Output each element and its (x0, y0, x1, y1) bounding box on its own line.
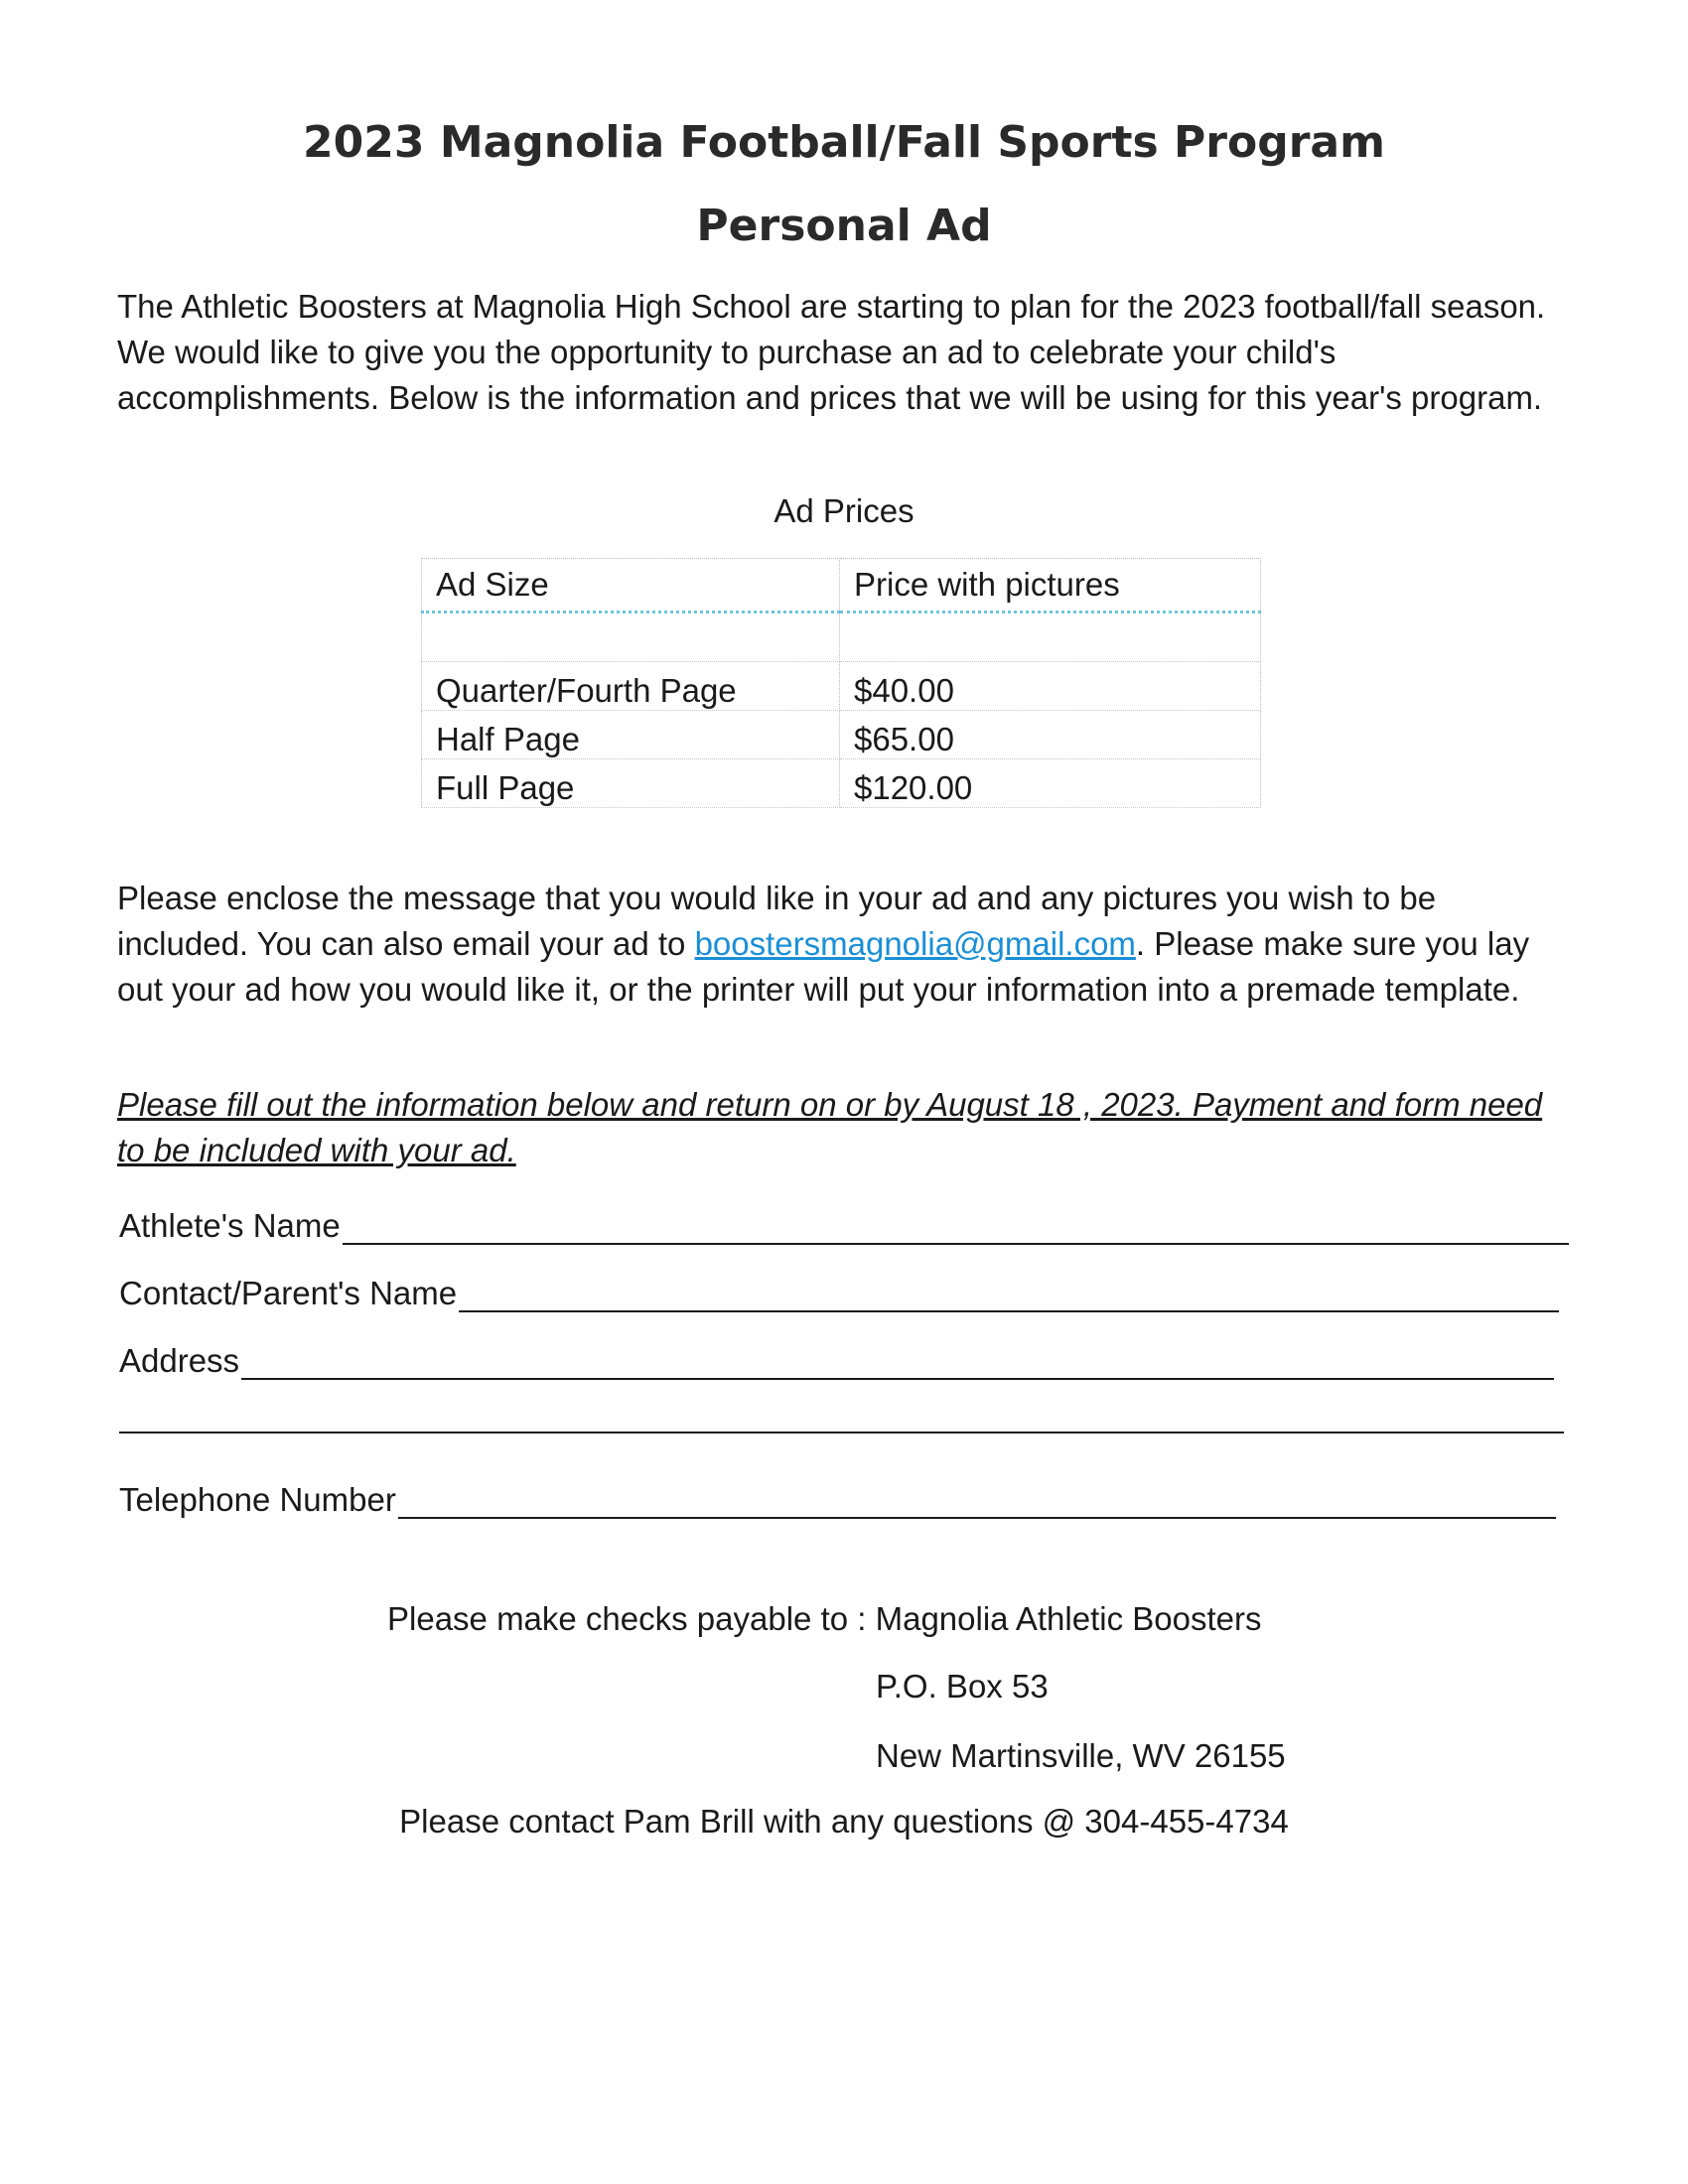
table-row (422, 711, 1261, 759)
price-cell: $40.00 (840, 662, 1261, 711)
table-row-empty (422, 613, 1261, 662)
ad-size-cell: Full Page (422, 759, 840, 808)
enclose-text-before: Please enclose the message that you would like in your ad and any pictures you wish to be included. You can also email your ad to (117, 880, 1437, 962)
page-title: 2023 Magnolia Football/Fall Sports Program (303, 117, 1385, 168)
ad-prices-caption: Ad Prices (774, 492, 914, 529)
athlete-name-line[interactable] (343, 1209, 1569, 1245)
athlete-name-field[interactable] (119, 1199, 1569, 1245)
address-field[interactable] (119, 1334, 1554, 1380)
address-line[interactable] (241, 1344, 1554, 1380)
telephone-label: Telephone Number (119, 1481, 396, 1518)
contact-name-field[interactable] (119, 1267, 1559, 1312)
ad-prices-table (421, 558, 1261, 808)
email-link[interactable]: boostersmagnolia@gmail.com (694, 925, 1136, 962)
price-cell: $65.00 (840, 711, 1261, 759)
table-row (422, 662, 1261, 711)
checks-payable-line: Please make checks payable to : Magnolia Athletic Boosters (387, 1600, 1262, 1637)
ad-size-cell: Quarter/Fourth Page (422, 662, 840, 711)
table-row (422, 759, 1261, 808)
athlete-name-label: Athlete's Name (119, 1207, 341, 1244)
deadline-notice: Please fill out the information below and return on or by August 18 , 2023. Payment and form need to be included with your ad. (117, 1086, 1543, 1168)
enclose-text-after: . Please make sure you lay out your ad how you would like it, or the printer will put your information into a premade template. (117, 925, 1530, 1008)
ad-size-cell: Half Page (422, 711, 840, 759)
contact-name-label: Contact/Parent's Name (119, 1275, 458, 1311)
telephone-line[interactable] (398, 1483, 1556, 1519)
telephone-field[interactable] (119, 1473, 1556, 1519)
contact-name-line[interactable] (459, 1277, 1559, 1312)
address-label: Address (119, 1342, 240, 1379)
enclose-paragraph (117, 876, 1547, 1013)
column-header-price: Price with pictures (840, 559, 1261, 613)
intro-paragraph: The Athletic Boosters at Magnolia High School are starting to plan for the 2023 football/fall season. We would like to give you the opportunity to purchase an ad to celebrate your child's accomplishments. Below is the information and prices that we will be using for this year's program. (117, 288, 1546, 416)
contact-info: Please contact Pam Brill with any questions @ 304-455-4734 (399, 1803, 1289, 1840)
column-header-ad-size: Ad Size (422, 559, 840, 613)
city-state-zip: New Martinsville, WV 26155 (876, 1737, 1286, 1774)
page-subtitle: Personal Ad (696, 201, 992, 251)
address-line-2[interactable] (119, 1432, 1564, 1433)
table-header-row (422, 559, 1261, 613)
price-cell: $120.00 (840, 759, 1261, 808)
po-box: P.O. Box 53 (876, 1668, 1049, 1705)
